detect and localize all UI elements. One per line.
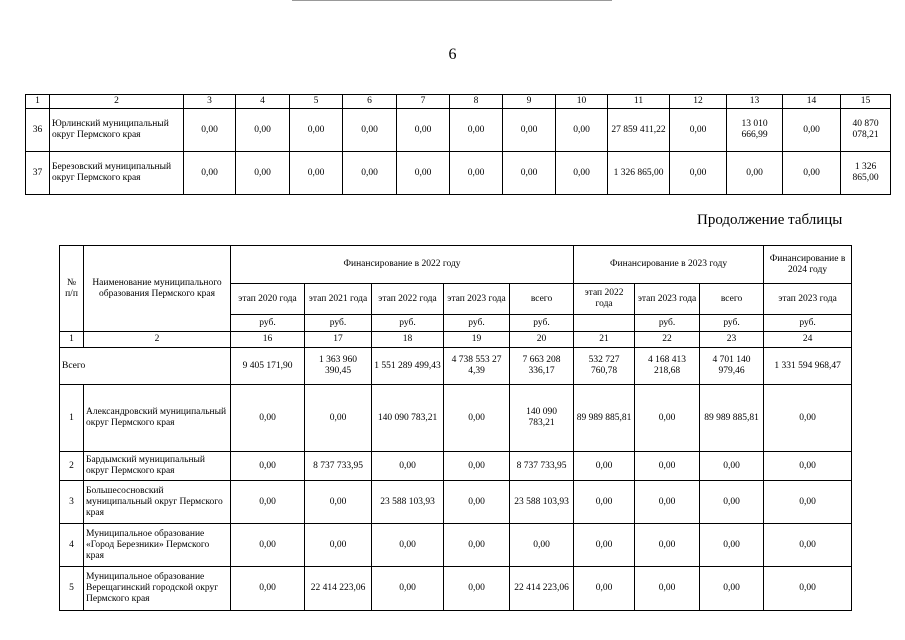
amount-cell: 0,00 [700,524,764,567]
amount-cell: 0,00 [184,152,236,195]
amount-cell: 23 588 103,93 [510,481,574,524]
amount-cell: 0,00 [444,481,510,524]
stage-header-cell: этап 2021 года [305,284,372,315]
row-number-cell: 2 [60,452,84,481]
amount-cell: 0,00 [231,481,305,524]
column-number-cell: 5 [290,95,343,109]
stage-header-cell: этап 2020 года [231,284,305,315]
stage-header-cell: этап 2022 года [372,284,444,315]
column-number-cell: 19 [444,332,510,348]
row-number-cell: 36 [26,109,50,152]
municipality-name-cell: Александровский муниципальный округ Пермского края [84,385,231,452]
column-number-cell: 12 [670,95,727,109]
column-number-cell: 15 [841,95,891,109]
column-name-header: Наименование муниципального образования Пермского края [84,246,231,332]
amount-cell: 0,00 [231,524,305,567]
amount-cell: 0,00 [444,452,510,481]
amount-cell: 0,00 [700,567,764,611]
total-amount-cell: 7 663 208 336,17 [510,348,574,385]
column-number-cell: 9 [503,95,556,109]
municipality-name-cell: Березовский муниципальный округ Пермского края [50,152,184,195]
amount-cell: 27 859 411,22 [608,109,670,152]
amount-cell: 8 737 733,95 [305,452,372,481]
amount-cell: 0,00 [444,567,510,611]
column-number-cell: 2 [50,95,184,109]
amount-cell: 0,00 [503,109,556,152]
amount-cell: 0,00 [670,109,727,152]
amount-cell: 0,00 [574,567,635,611]
column-numbers-row [60,332,852,348]
table-column-numbers-row [26,95,891,109]
amount-cell: 0,00 [372,524,444,567]
unit-cell: руб. [510,315,574,332]
column-number-cell: 6 [343,95,397,109]
amount-cell: 0,00 [231,567,305,611]
amount-cell: 89 989 885,81 [700,385,764,452]
amount-cell: 0,00 [450,109,503,152]
amount-cell: 0,00 [764,452,852,481]
total-amount-cell: 1 363 960 390,45 [305,348,372,385]
row-number-cell: 3 [60,481,84,524]
table-row [60,481,852,524]
amount-cell: 23 588 103,93 [372,481,444,524]
amount-cell: 0,00 [290,109,343,152]
amount-cell: 0,00 [236,109,290,152]
financing-table [59,245,852,611]
amount-cell: 40 870 078,21 [841,109,891,152]
amount-cell: 22 414 223,06 [510,567,574,611]
column-number-cell: 13 [727,95,783,109]
column-number-cell: 20 [510,332,574,348]
column-number-cell: 7 [397,95,450,109]
amount-cell: 0,00 [450,152,503,195]
unit-cell: руб. [305,315,372,332]
column-number-cell: 18 [372,332,444,348]
table-row [60,567,852,611]
table-row [60,452,852,481]
amount-cell: 0,00 [290,152,343,195]
group-2022-header: Финансирование в 2022 году [231,246,574,284]
group-2024-header: Финансирование в 2024 году [764,246,852,284]
amount-cell: 22 414 223,06 [305,567,372,611]
stage-header-cell: этап 2023 года [444,284,510,315]
amount-cell: 140 090 783,21 [510,385,574,452]
stage-header-cell: этап 2022 года [574,284,635,315]
table-row [26,109,891,152]
amount-cell: 0,00 [574,524,635,567]
unit-cell: руб. [700,315,764,332]
amount-cell: 0,00 [372,452,444,481]
total-label: Всего [60,348,231,385]
group-2023-header: Финансирование в 2023 году [574,246,764,284]
amount-cell: 0,00 [397,152,450,195]
amount-cell: 0,00 [305,481,372,524]
stage-header-cell: этап 2023 года [764,284,852,315]
amount-cell: 0,00 [236,152,290,195]
column-number-cell: 3 [184,95,236,109]
amount-cell: 0,00 [783,152,841,195]
stage-header-cell: всего [510,284,574,315]
unit-cell: руб. [372,315,444,332]
amount-cell: 0,00 [372,567,444,611]
unit-cell: руб. [444,315,510,332]
amount-cell: 0,00 [510,524,574,567]
municipality-name-cell: Муниципальное образование Верещагинский городской округ Пермского края [84,567,231,611]
amount-cell: 0,00 [444,524,510,567]
amount-cell: 0,00 [635,524,700,567]
column-number-cell: 1 [60,332,84,348]
unit-cell: руб. [764,315,852,332]
row-number-cell: 1 [60,385,84,452]
column-number-cell: 4 [236,95,290,109]
amount-cell: 0,00 [670,152,727,195]
column-number-cell: 2 [84,332,231,348]
total-amount-cell: 1 331 594 968,47 [764,348,852,385]
stage-header-cell: этап 2023 года [635,284,700,315]
amount-cell: 0,00 [764,481,852,524]
column-number-cell: 1 [26,95,50,109]
amount-cell: 0,00 [397,109,450,152]
row-number-cell: 5 [60,567,84,611]
total-amount-cell: 1 551 289 499,43 [372,348,444,385]
amount-cell: 0,00 [635,481,700,524]
table-row [60,385,852,452]
amount-cell: 0,00 [700,452,764,481]
table-row [26,152,891,195]
column-number-header: № п/п [60,246,84,332]
amount-cell: 13 010 666,99 [727,109,783,152]
unit-cell: руб. [635,315,700,332]
amount-cell: 0,00 [503,152,556,195]
amount-cell: 0,00 [574,452,635,481]
amount-cell: 0,00 [556,152,608,195]
municipality-name-cell: Бардымский муниципальный округ Пермского края [84,452,231,481]
amount-cell: 0,00 [343,109,397,152]
stage-header-cell: всего [700,284,764,315]
column-number-cell: 11 [608,95,670,109]
amount-cell: 0,00 [556,109,608,152]
amount-cell: 0,00 [635,385,700,452]
column-number-cell: 8 [450,95,503,109]
municipality-name-cell: Большесосновский муниципальный округ Пермского края [84,481,231,524]
total-amount-cell: 4 701 140 979,46 [700,348,764,385]
municipality-name-cell: Юрлинский муниципальный округ Пермского края [50,109,184,152]
table-row [60,524,852,567]
total-amount-cell: 4 168 413 218,68 [635,348,700,385]
amount-cell: 8 737 733,95 [510,452,574,481]
amount-cell: 0,00 [231,385,305,452]
column-number-cell: 23 [700,332,764,348]
table-previous-part [25,94,891,195]
total-row [60,348,852,385]
total-amount-cell: 9 405 171,90 [231,348,305,385]
column-number-cell: 17 [305,332,372,348]
amount-cell: 0,00 [764,385,852,452]
amount-cell: 0,00 [764,524,852,567]
amount-cell: 0,00 [635,452,700,481]
amount-cell: 0,00 [783,109,841,152]
unit-cell [574,315,635,332]
amount-cell: 140 090 783,21 [372,385,444,452]
column-number-cell: 21 [574,332,635,348]
row-number-cell: 37 [26,152,50,195]
amount-cell: 0,00 [444,385,510,452]
amount-cell: 0,00 [231,452,305,481]
column-number-cell: 14 [783,95,841,109]
column-number-cell: 24 [764,332,852,348]
column-number-cell: 10 [556,95,608,109]
amount-cell: 0,00 [343,152,397,195]
amount-cell: 0,00 [727,152,783,195]
top-edge-line [292,0,612,1]
amount-cell: 0,00 [574,481,635,524]
amount-cell: 89 989 885,81 [574,385,635,452]
column-number-cell: 16 [231,332,305,348]
column-number-cell: 22 [635,332,700,348]
amount-cell: 1 326 865,00 [841,152,891,195]
row-number-cell: 4 [60,524,84,567]
amount-cell: 0,00 [305,385,372,452]
continuation-label: Продолжение таблицы [697,212,843,228]
municipality-name-cell: Муниципальное образование «Город Березники» Пермского края [84,524,231,567]
amount-cell: 1 326 865,00 [608,152,670,195]
total-amount-cell: 4 738 553 27 4,39 [444,348,510,385]
amount-cell: 0,00 [305,524,372,567]
page-number: 6 [448,46,457,63]
amount-cell: 0,00 [635,567,700,611]
amount-cell: 0,00 [700,481,764,524]
amount-cell: 0,00 [184,109,236,152]
total-amount-cell: 532 727 760,78 [574,348,635,385]
unit-cell: руб. [231,315,305,332]
amount-cell: 0,00 [764,567,852,611]
